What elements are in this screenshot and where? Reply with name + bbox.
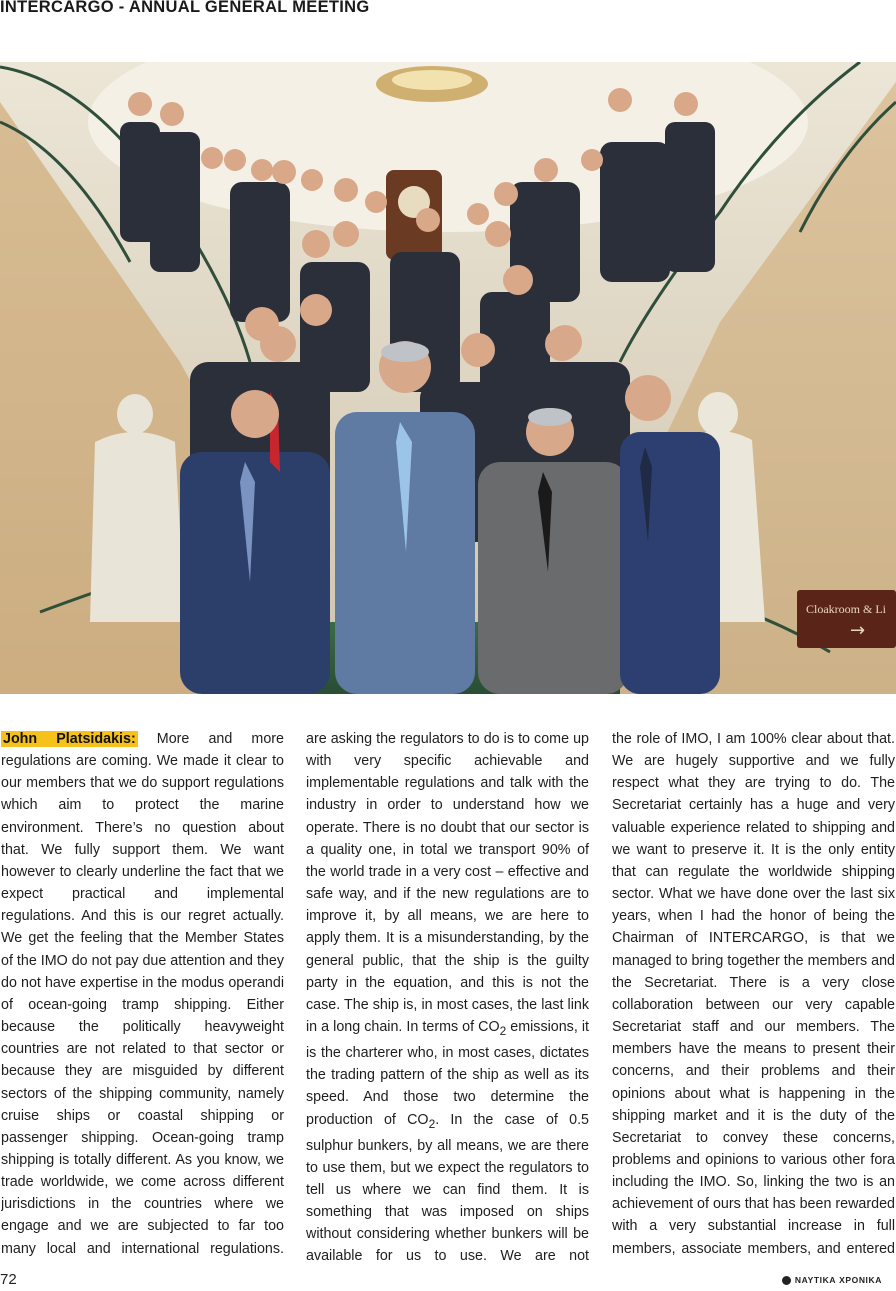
brand-name: ΝΑΥΤΙΚΑ ΧΡΟΝΙΚΑ [794, 1275, 882, 1285]
column-2-text-part-3: . In the case of 0.5 sulphur bunkers, by all means, we are there to use them, but we expect the regulators to tell us where we can find them. It is something that was imposed on ships without considering whether bunkers will be available for us to use. We are not [306, 1111, 589, 1263]
speaker-name: John Platsidakis: [3, 731, 136, 747]
subscript-2: 2 [428, 1116, 436, 1131]
arrow-right-icon: → [850, 620, 866, 641]
article-column-3 [612, 728, 895, 1263]
column-3-text: the role of IMO, I am 100% clear about that. We are hugely supportive and we fully respect what they are trying to do. The Secretariat certainly has a huge and very valuable experience related to shipping and we want to preserve it. It is the only entity that can regulate the worldwide shipping sector. What we have done over the last six years, when I had the honor of being the Chairman of INTERCARGO, is that we managed to bring together the members and the Secretariat. There is a very close collaboration between our very capable Secretariat staff and our members. The members have the means to present their concerns, and their problems and their opinions about what is happening in the shipping market and it is the duty of the Secretariat to convey these concerns, problems and opinions to various other fora including the IMO. So, linking the two is an achievement of ours that has been rewarded with a very substantial increase in full members, associate members, and entered [612, 731, 895, 1257]
group-photo [0, 62, 896, 694]
cloakroom-sign [797, 590, 896, 648]
cloakroom-sign-text: Cloakroom & Li [806, 602, 886, 616]
chandelier-icon [376, 66, 488, 102]
article-body [0, 728, 896, 1263]
brand-logo-icon [782, 1276, 791, 1285]
subscript-2: 2 [499, 1023, 507, 1038]
column-2-text-part-1: are asking the regulators to do is to come up with very specific achievable and implementable regulations and talk with the industry in order to understand how we operate. There is no doubt that our sector is a quality one, in total we transport 90% of the world trade in a very cost – effective and safe way, and if the new regulations are to improve it, by all means, we are here to apply them. It is a misunderstanding, by the general public, that the ship is the guilty party in the equation, and this is not the case. The ship is, in most cases, the last link in a long chain. In terms of CO [306, 731, 589, 1036]
page-number: 72 [0, 1271, 17, 1288]
group-photo-illustration [0, 62, 896, 694]
article-column-1 [1, 728, 284, 1263]
article-column-2 [306, 728, 589, 1263]
publication-brand [782, 1275, 882, 1285]
column-1-text: More and more regulations are coming. We made it clear to our members that we do support regulations which aim to protect the marine environment. There’s no question about that. We fully support them. We want however to clearly underline the fact that we expect practical and implemental regulations. And this is our regret actually. We get the feeling that the Member States of the IMO do not pay due attention and they do not have expertise in the modus operandi of ocean-going tramp shipping. Either because the politically heavyweight countries are not related to that sector or because they are misguided by different sectors of the shipping community, namely cruise ships or coastal shipping or passenger shipping. Ocean-going tramp shipping is totally different. As you know, we trade worldwide, we come across different jurisdictions in the countries where we engage and we are subjected to far too many local and international regulations. [1, 731, 284, 1257]
page-header: INTERCARGO - ANNUAL GENERAL MEETING [0, 0, 370, 16]
column-2-text-part-2: emissions, it is the charterer who, in most cases, dictates the trading pattern of the ship as well as its speed. And those two determine the production of CO [306, 1019, 589, 1128]
